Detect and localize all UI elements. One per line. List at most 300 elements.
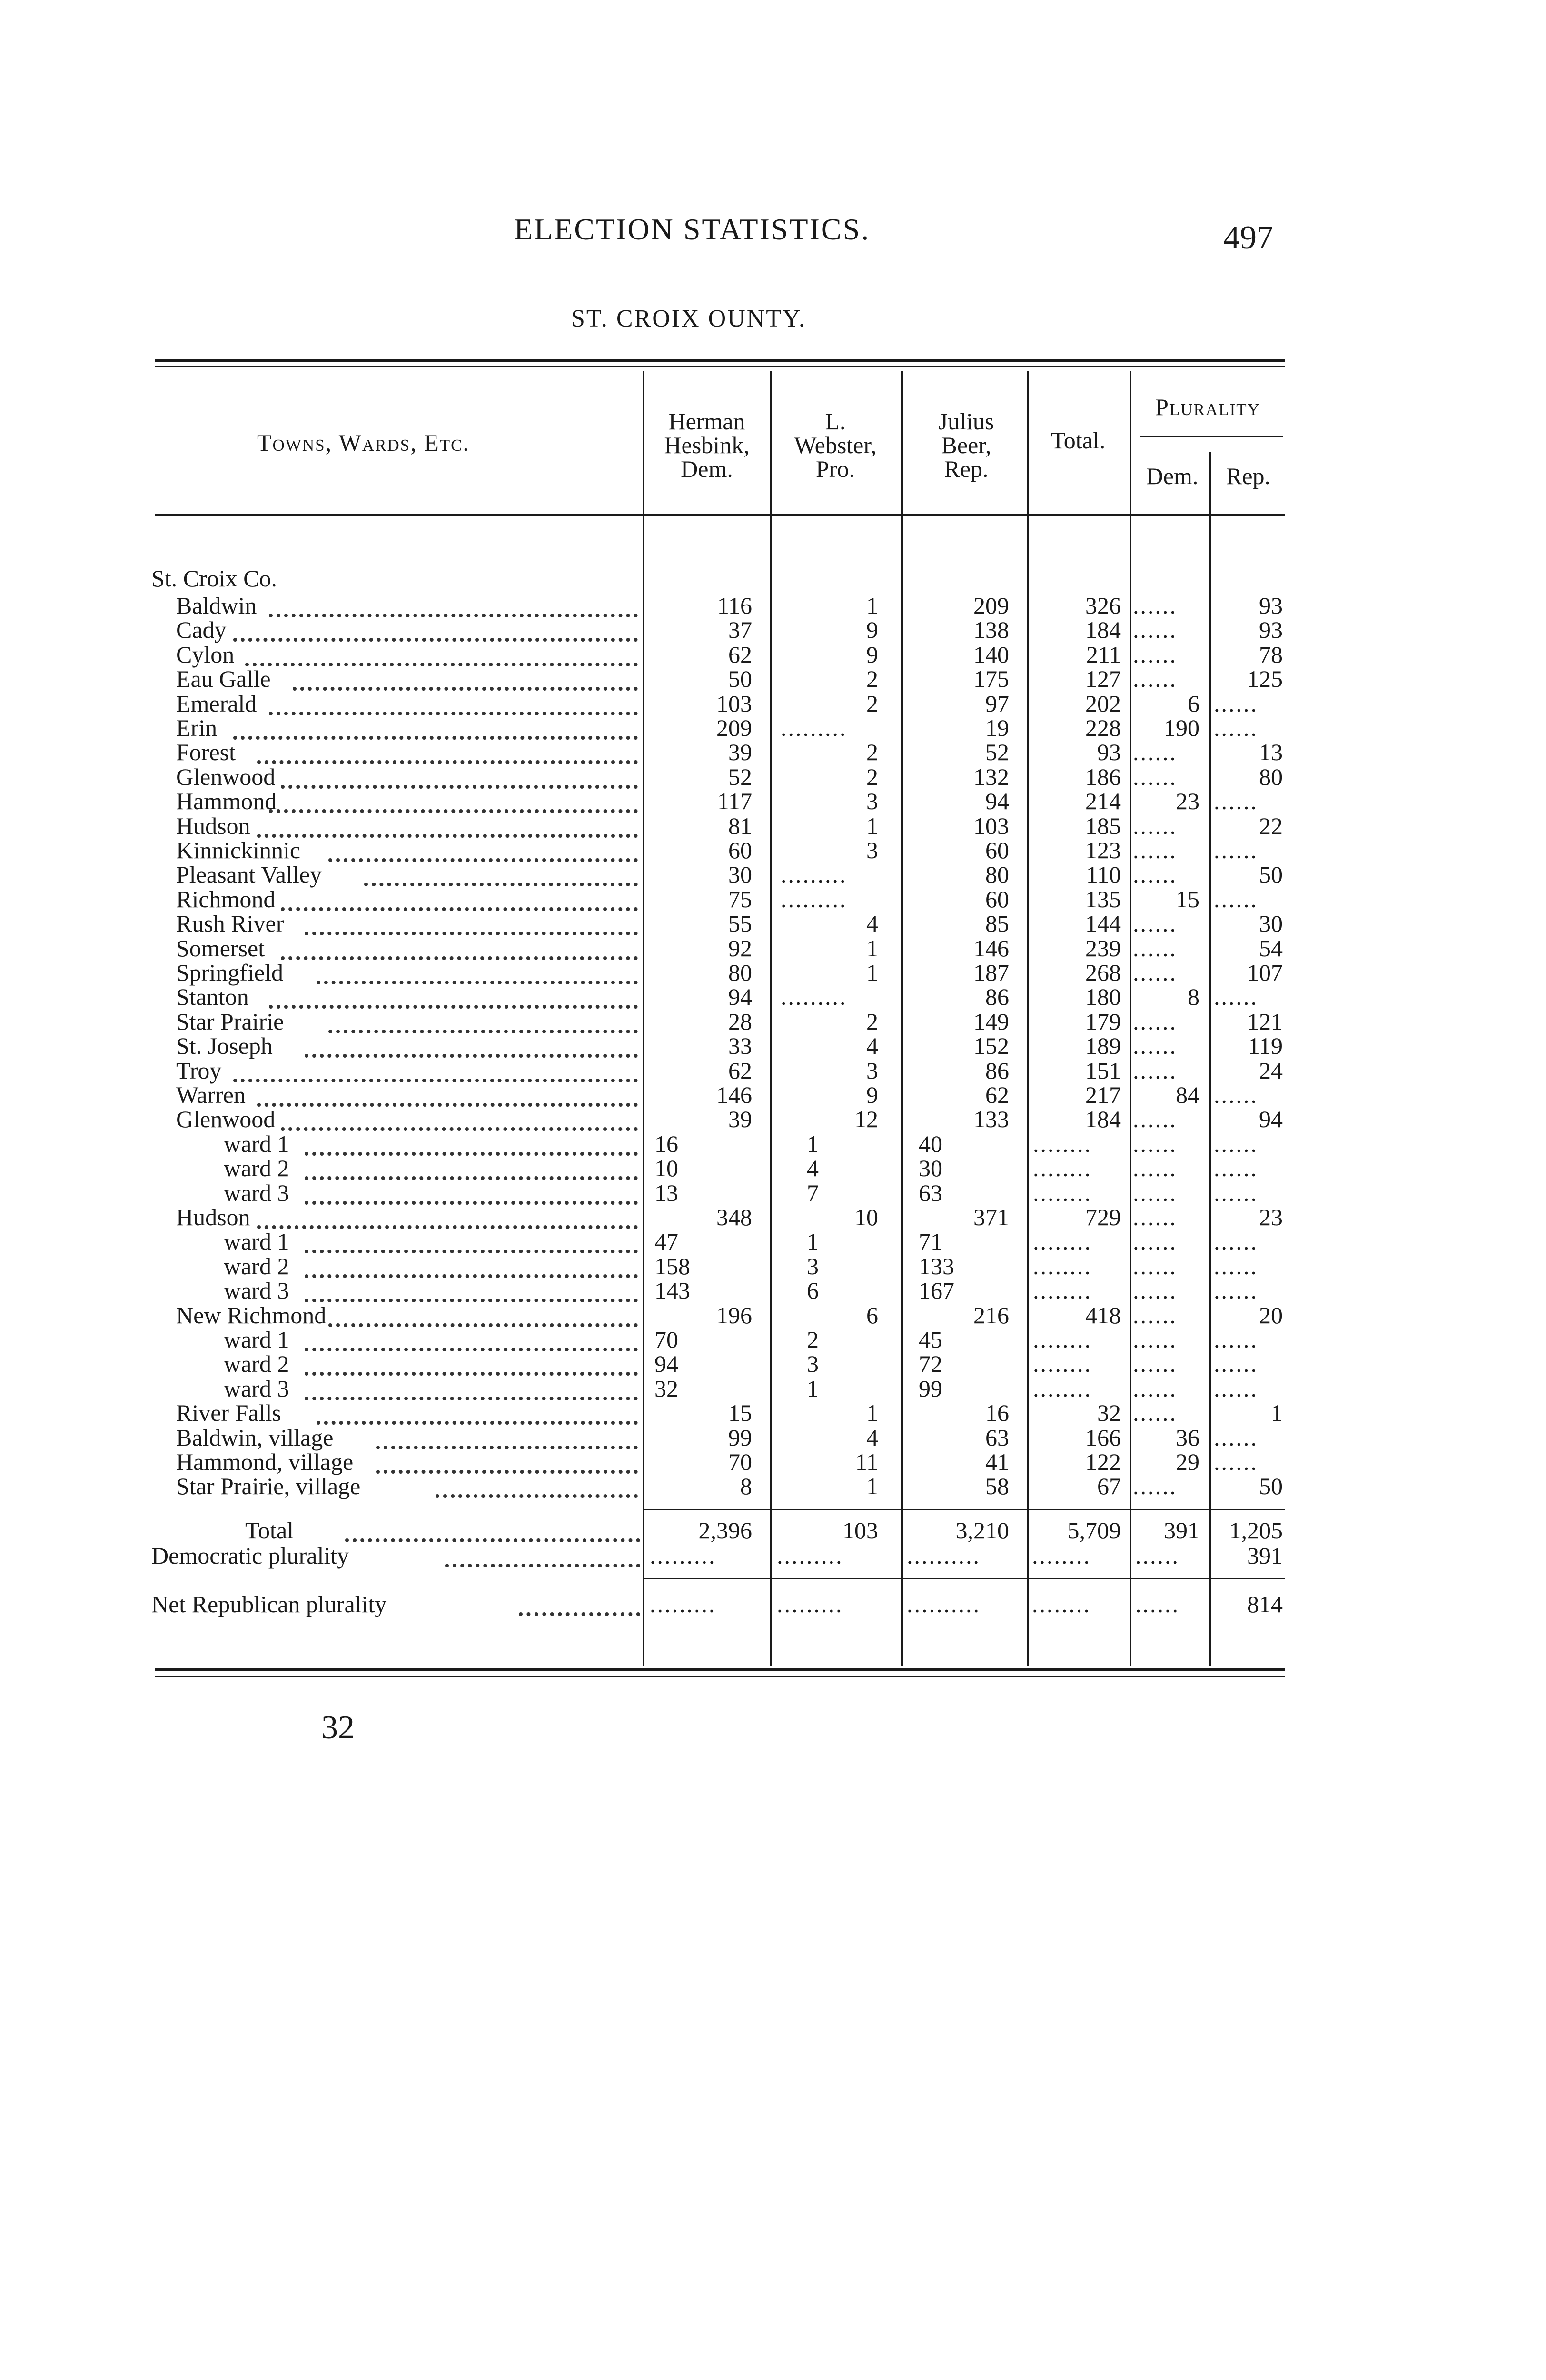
cell-rep: ...... xyxy=(1214,837,1258,863)
cell-dem: 190 xyxy=(1164,714,1199,741)
cell-total: ........ xyxy=(1033,1179,1092,1206)
leader-dots xyxy=(269,803,638,813)
cell-beer-ward: 72 xyxy=(919,1350,942,1378)
town-row xyxy=(0,716,1546,740)
row-name: Richmond xyxy=(176,885,276,912)
leader-dots xyxy=(345,1532,640,1542)
cell-hesbink-town: 52 xyxy=(728,763,752,790)
header-webster-line1: L. xyxy=(825,408,846,435)
town-row xyxy=(0,789,1546,813)
cell-dem: ...... xyxy=(1133,812,1177,839)
cell-rep: 24 xyxy=(1259,1057,1283,1084)
cell-total: 180 xyxy=(1085,983,1121,1011)
cell-total: ........ xyxy=(1033,1375,1092,1402)
cell-dem: ...... xyxy=(1133,1375,1177,1402)
cell-beer-town: 140 xyxy=(973,641,1009,668)
cell-total: 135 xyxy=(1085,885,1121,912)
row-name: Cylon xyxy=(176,641,235,668)
cell-hesbink-town: 81 xyxy=(728,812,752,839)
cell-rep: 50 xyxy=(1259,1473,1283,1500)
header-plurality: Plurality xyxy=(1155,394,1260,420)
cell-beer-town: 16 xyxy=(985,1399,1009,1427)
header-hesbink-line2: Hesbink, xyxy=(664,432,750,458)
cell-total: 217 xyxy=(1085,1081,1121,1108)
cell-hesbink-town: 94 xyxy=(728,983,752,1011)
cell-dem: 8 xyxy=(1188,983,1199,1011)
cell-beer-town: 209 xyxy=(973,592,1009,619)
cell-webster-town: 1 xyxy=(866,959,878,986)
cell-hesbink-town: 60 xyxy=(728,837,752,863)
row-name: Cady xyxy=(176,616,227,644)
ward-row xyxy=(0,1181,1546,1205)
cell-webster-town: 4 xyxy=(866,910,878,937)
leader-dots xyxy=(233,631,638,642)
leader-dots xyxy=(245,656,638,666)
cell-total: 151 xyxy=(1085,1057,1121,1084)
cell-beer-town: 85 xyxy=(985,910,1009,937)
total-row xyxy=(0,1518,1546,1543)
cell-hesbink-ward: 10 xyxy=(654,1155,678,1182)
cell-total: 211 xyxy=(1086,641,1121,668)
cell-rep: ...... xyxy=(1214,885,1258,912)
cell-webster-town: 4 xyxy=(866,1424,878,1451)
header-total: Total. xyxy=(1050,427,1106,454)
cell-total: 166 xyxy=(1085,1424,1121,1451)
town-row xyxy=(0,618,1546,642)
leader-dots xyxy=(328,852,638,862)
cell-total: 127 xyxy=(1085,665,1121,693)
cell-webster-town: 3 xyxy=(866,788,878,815)
cell-webster-town: 2 xyxy=(866,739,878,766)
cell-beer-town: 19 xyxy=(985,714,1009,741)
leader-dots xyxy=(293,680,638,691)
leader-dots xyxy=(281,1121,638,1131)
town-row xyxy=(0,1450,1546,1474)
cell-rep: ...... xyxy=(1214,983,1258,1011)
cell-dem: ...... xyxy=(1133,1179,1177,1206)
cell-hesbink-town: 8 xyxy=(740,1473,752,1500)
cell-total: ........ xyxy=(1033,1350,1092,1378)
leader-dots xyxy=(233,1072,638,1082)
cell-dem: 29 xyxy=(1176,1448,1199,1475)
ward-row xyxy=(0,1377,1546,1401)
town-row xyxy=(0,1426,1546,1450)
cell-beer-ward: 99 xyxy=(919,1375,942,1402)
row-name: Hudson xyxy=(176,1204,250,1230)
leader-dots xyxy=(305,1365,638,1376)
cell-rep: ...... xyxy=(1214,1130,1258,1157)
net-hesbink: ......... xyxy=(650,1591,716,1617)
cell-webster-ward: 1 xyxy=(807,1130,819,1157)
cell-rep: 107 xyxy=(1247,959,1283,986)
cell-beer-town: 152 xyxy=(973,1032,1009,1060)
cell-dem: ...... xyxy=(1133,1473,1177,1500)
leader-dots xyxy=(445,1557,640,1567)
cell-beer-town: 63 xyxy=(985,1424,1009,1451)
ward-row xyxy=(0,1132,1546,1156)
cell-hesbink-town: 39 xyxy=(728,1106,752,1133)
cell-total: 268 xyxy=(1085,959,1121,986)
cell-hesbink-town: 348 xyxy=(716,1204,752,1230)
cell-total: 32 xyxy=(1097,1399,1121,1427)
cell-total: ........ xyxy=(1033,1228,1092,1255)
cell-webster-town: 6 xyxy=(866,1301,878,1329)
town-row xyxy=(0,740,1546,764)
row-name: Troy xyxy=(176,1057,222,1084)
row-name: Glenwood xyxy=(176,1106,276,1133)
cell-rep: 22 xyxy=(1259,812,1283,839)
header-hesbink-line3: Dem. xyxy=(681,456,733,482)
cell-webster-town: 2 xyxy=(866,690,878,717)
dem-plurality-label: Democratic plurality xyxy=(151,1542,349,1569)
cell-webster-ward: 7 xyxy=(807,1179,819,1206)
net-rep: 814 xyxy=(1247,1591,1283,1617)
row-name: ward 2 xyxy=(224,1350,289,1378)
cell-total: 110 xyxy=(1086,861,1121,888)
cell-rep: 93 xyxy=(1259,616,1283,644)
leader-dots xyxy=(519,1606,640,1616)
row-name: ward 3 xyxy=(224,1375,289,1402)
cell-webster-ward: 1 xyxy=(807,1375,819,1402)
row-name: Baldwin, village xyxy=(176,1424,334,1451)
town-row xyxy=(0,1010,1546,1034)
cell-beer-town: 187 xyxy=(973,959,1009,986)
cell-dem: 36 xyxy=(1176,1424,1199,1451)
cell-rep: 78 xyxy=(1259,641,1283,668)
cell-total: ........ xyxy=(1033,1130,1092,1157)
cell-webster-town: 1 xyxy=(866,1473,878,1500)
cell-rep: 80 xyxy=(1259,763,1283,790)
cell-beer-town: 80 xyxy=(985,861,1009,888)
cell-beer-ward: 133 xyxy=(919,1252,954,1279)
cell-hesbink-town: 92 xyxy=(728,934,752,962)
row-name: Kinnickinnic xyxy=(176,837,301,863)
total-hesbink: 2,396 xyxy=(698,1517,752,1544)
dem-plurality-total: ........ xyxy=(1032,1542,1091,1569)
cell-rep: ...... xyxy=(1214,1081,1258,1108)
net-rep-plurality-label: Net Republican plurality xyxy=(151,1591,387,1617)
row-name: Somerset xyxy=(176,934,265,962)
row-name: River Falls xyxy=(176,1399,281,1427)
row-name: Emerald xyxy=(176,690,257,717)
leader-dots xyxy=(305,1341,638,1351)
row-name: ward 1 xyxy=(224,1228,289,1255)
cell-webster-town: 3 xyxy=(866,837,878,863)
header-beer-line1: Julius xyxy=(938,408,994,435)
cell-rep: 50 xyxy=(1259,861,1283,888)
cell-beer-ward: 30 xyxy=(919,1155,942,1182)
town-row xyxy=(0,863,1546,887)
cell-webster-town: 2 xyxy=(866,1008,878,1035)
cell-beer-town: 216 xyxy=(973,1301,1009,1329)
cell-hesbink-ward: 94 xyxy=(654,1350,678,1378)
header-webster-line3: Pro. xyxy=(816,456,855,482)
row-name: Pleasant Valley xyxy=(176,861,322,888)
row-name: Erin xyxy=(176,714,218,741)
row-name: Hammond xyxy=(176,788,277,815)
cell-webster-ward: 6 xyxy=(807,1277,819,1304)
leader-dots xyxy=(305,1243,638,1253)
county-title: ST. CROIX OUNTY. xyxy=(571,305,806,332)
cell-dem: ...... xyxy=(1133,1228,1177,1255)
cell-dem: ...... xyxy=(1133,910,1177,937)
town-row xyxy=(0,936,1546,961)
cell-hesbink-town: 146 xyxy=(716,1081,752,1108)
leader-dots xyxy=(305,1292,638,1302)
cell-rep: 13 xyxy=(1259,739,1283,766)
cell-dem: ...... xyxy=(1133,592,1177,619)
dem-plurality-webster: ......... xyxy=(777,1542,843,1569)
cell-dem: ...... xyxy=(1133,1277,1177,1304)
cell-hesbink-town: 50 xyxy=(728,665,752,693)
cell-hesbink-town: 99 xyxy=(728,1424,752,1451)
cell-webster-ward: 2 xyxy=(807,1326,819,1353)
cell-hesbink-town: 209 xyxy=(716,714,752,741)
cell-dem: 84 xyxy=(1176,1081,1199,1108)
cell-hesbink-town: 30 xyxy=(728,861,752,888)
leader-dots xyxy=(269,607,638,617)
cell-rep: ...... xyxy=(1214,1375,1258,1402)
cell-dem: ...... xyxy=(1133,1106,1177,1133)
header-beer xyxy=(904,409,1028,481)
leader-dots xyxy=(305,1268,638,1278)
cell-webster-ward: 3 xyxy=(807,1350,819,1378)
town-row xyxy=(0,1303,1546,1328)
header-beer-line3: Rep. xyxy=(944,456,989,482)
cell-webster-town: 1 xyxy=(866,812,878,839)
cell-dem: ...... xyxy=(1133,1301,1177,1329)
cell-total: 189 xyxy=(1085,1032,1121,1060)
dem-plurality-beer: .......... xyxy=(907,1542,981,1569)
cell-total: 239 xyxy=(1085,934,1121,962)
cell-dem: 23 xyxy=(1176,788,1199,815)
cell-rep: ...... xyxy=(1214,1179,1258,1206)
cell-webster-ward: 3 xyxy=(807,1252,819,1279)
town-row xyxy=(0,912,1546,936)
leader-dots xyxy=(257,827,638,838)
town-row xyxy=(0,961,1546,985)
cell-hesbink-town: 33 xyxy=(728,1032,752,1060)
leader-dots xyxy=(281,778,638,789)
cell-dem: ...... xyxy=(1133,1057,1177,1084)
ward-row xyxy=(0,1254,1546,1279)
cell-dem: ...... xyxy=(1133,861,1177,888)
cell-rep: 93 xyxy=(1259,592,1283,619)
total-beer: 3,210 xyxy=(955,1517,1009,1544)
row-name: Warren xyxy=(176,1081,246,1108)
cell-hesbink-town: 70 xyxy=(728,1448,752,1475)
net-webster: ......... xyxy=(777,1591,843,1617)
row-name: Baldwin xyxy=(176,592,257,619)
cell-rep: 94 xyxy=(1259,1106,1283,1133)
county-label-row xyxy=(0,566,1546,591)
cell-beer-town: 149 xyxy=(973,1008,1009,1035)
ward-row xyxy=(0,1156,1546,1180)
cell-webster-town: 1 xyxy=(866,592,878,619)
cell-total: 326 xyxy=(1085,592,1121,619)
cell-rep: ...... xyxy=(1214,1448,1258,1475)
county-label: St. Croix Co. xyxy=(151,565,277,592)
cell-hesbink-town: 116 xyxy=(717,592,752,619)
cell-hesbink-town: 37 xyxy=(728,616,752,644)
cell-dem: ...... xyxy=(1133,1008,1177,1035)
cell-rep: ...... xyxy=(1214,690,1258,717)
cell-dem: ...... xyxy=(1133,763,1177,790)
cell-webster-ward: 4 xyxy=(807,1155,819,1182)
cell-rep: ...... xyxy=(1214,1350,1258,1378)
town-row xyxy=(0,1107,1546,1131)
cell-dem: ...... xyxy=(1133,1204,1177,1230)
cell-rep: ...... xyxy=(1214,1228,1258,1255)
row-name: Hudson xyxy=(176,812,250,839)
leader-dots xyxy=(281,901,638,911)
cell-hesbink-town: 103 xyxy=(716,690,752,717)
leader-dots xyxy=(328,1317,638,1327)
cell-dem: ...... xyxy=(1133,616,1177,644)
row-name: Forest xyxy=(176,739,236,766)
ward-row xyxy=(0,1328,1546,1352)
leader-dots xyxy=(257,1096,638,1107)
town-row xyxy=(0,814,1546,838)
cell-hesbink-town: 28 xyxy=(728,1008,752,1035)
cell-rep: 20 xyxy=(1259,1301,1283,1329)
cell-beer-town: 60 xyxy=(985,885,1009,912)
town-row xyxy=(0,594,1546,618)
header-bottom-rule xyxy=(155,514,1285,516)
header-dem: Dem. xyxy=(1146,463,1199,489)
cell-webster-town: 10 xyxy=(854,1204,878,1230)
leader-dots xyxy=(233,729,638,740)
cell-webster-town: 9 xyxy=(866,1081,878,1108)
cell-hesbink-town: 196 xyxy=(716,1301,752,1329)
cell-rep: ...... xyxy=(1214,1155,1258,1182)
cell-dem: ...... xyxy=(1133,1130,1177,1157)
town-row xyxy=(0,1034,1546,1058)
leader-dots xyxy=(317,1414,638,1425)
total-webster: 103 xyxy=(842,1517,878,1544)
cell-beer-town: 132 xyxy=(973,763,1009,790)
cell-dem: ...... xyxy=(1133,1399,1177,1427)
cell-rep: 125 xyxy=(1247,665,1283,693)
net-top-rule xyxy=(643,1578,1285,1579)
leader-dots xyxy=(257,1219,638,1229)
net-beer: .......... xyxy=(907,1591,981,1617)
cell-webster-town: 12 xyxy=(854,1106,878,1133)
town-row xyxy=(0,1059,1546,1083)
cell-total: 214 xyxy=(1085,788,1121,815)
cell-rep: 30 xyxy=(1259,910,1283,937)
ward-row xyxy=(0,1279,1546,1303)
cell-rep: 23 xyxy=(1259,1204,1283,1230)
dem-plurality-dem: ...... xyxy=(1135,1542,1179,1569)
leader-dots xyxy=(376,1439,638,1449)
cell-dem: ...... xyxy=(1133,934,1177,962)
cell-beer-town: 371 xyxy=(973,1204,1009,1230)
row-name: Glenwood xyxy=(176,763,276,790)
leader-dots xyxy=(305,1047,638,1058)
row-name: Springfield xyxy=(176,959,283,986)
cell-beer-ward: 71 xyxy=(919,1228,942,1255)
plurality-divider xyxy=(1140,436,1283,437)
cell-beer-ward: 63 xyxy=(919,1179,942,1206)
town-row xyxy=(0,985,1546,1009)
cell-dem: ...... xyxy=(1133,959,1177,986)
cell-total: 122 xyxy=(1085,1448,1121,1475)
town-row xyxy=(0,1205,1546,1230)
cell-dem: ...... xyxy=(1133,739,1177,766)
row-name: ward 1 xyxy=(224,1130,289,1157)
town-row xyxy=(0,643,1546,667)
cell-rep: ...... xyxy=(1214,714,1258,741)
header-webster-line2: Webster, xyxy=(794,432,877,458)
cell-webster-town: 2 xyxy=(866,665,878,693)
cell-beer-town: 175 xyxy=(973,665,1009,693)
cell-total: 729 xyxy=(1085,1204,1121,1230)
cell-beer-town: 146 xyxy=(973,934,1009,962)
cell-dem: ...... xyxy=(1133,641,1177,668)
net-dem: ...... xyxy=(1135,1591,1179,1617)
cell-beer-town: 58 xyxy=(985,1473,1009,1500)
cell-total: ........ xyxy=(1033,1277,1092,1304)
cell-webster-town: 9 xyxy=(866,641,878,668)
row-name: Eau Galle xyxy=(176,665,271,693)
cell-beer-town: 86 xyxy=(985,1057,1009,1084)
cell-beer-ward: 40 xyxy=(919,1130,942,1157)
cell-webster-town: 11 xyxy=(855,1448,878,1475)
row-name: New Richmond xyxy=(176,1301,327,1329)
cell-webster-town: ......... xyxy=(781,983,847,1011)
row-name: Star Prairie xyxy=(176,1008,284,1035)
cell-rep: 1 xyxy=(1271,1399,1283,1427)
cell-total: ........ xyxy=(1033,1155,1092,1182)
cell-hesbink-ward: 47 xyxy=(654,1228,678,1255)
cell-total: 186 xyxy=(1085,763,1121,790)
row-name: ward 2 xyxy=(224,1155,289,1182)
cell-total: 144 xyxy=(1085,910,1121,937)
town-row xyxy=(0,887,1546,912)
cell-beer-town: 60 xyxy=(985,837,1009,863)
cell-dem: ...... xyxy=(1133,1326,1177,1353)
total-label: Total xyxy=(245,1517,294,1544)
cell-webster-town: 1 xyxy=(866,934,878,962)
row-name: ward 2 xyxy=(224,1252,289,1279)
dem-plurality-row xyxy=(0,1544,1546,1568)
cell-hesbink-ward: 158 xyxy=(654,1252,690,1279)
cell-hesbink-ward: 13 xyxy=(654,1179,678,1206)
header-beer-line2: Beer, xyxy=(941,432,991,458)
cell-rep: ...... xyxy=(1214,1424,1258,1451)
net-total: ........ xyxy=(1032,1591,1091,1617)
cell-rep: ...... xyxy=(1214,788,1258,815)
total-total: 5,709 xyxy=(1067,1517,1121,1544)
leader-dots xyxy=(305,1145,638,1156)
cell-hesbink-ward: 16 xyxy=(654,1130,678,1157)
cell-beer-town: 62 xyxy=(985,1081,1009,1108)
row-name: Hammond, village xyxy=(176,1448,354,1475)
town-row xyxy=(0,667,1546,691)
cell-webster-town: ......... xyxy=(781,861,847,888)
town-row xyxy=(0,1401,1546,1425)
cell-dem: ...... xyxy=(1133,837,1177,863)
cell-total: ........ xyxy=(1033,1326,1092,1353)
cell-total: 228 xyxy=(1085,714,1121,741)
header-hesbink xyxy=(645,409,769,481)
leader-dots xyxy=(305,1390,638,1400)
cell-rep: ...... xyxy=(1214,1326,1258,1353)
cell-beer-town: 52 xyxy=(985,739,1009,766)
cell-rep: 54 xyxy=(1259,934,1283,962)
cell-dem: 15 xyxy=(1176,885,1199,912)
